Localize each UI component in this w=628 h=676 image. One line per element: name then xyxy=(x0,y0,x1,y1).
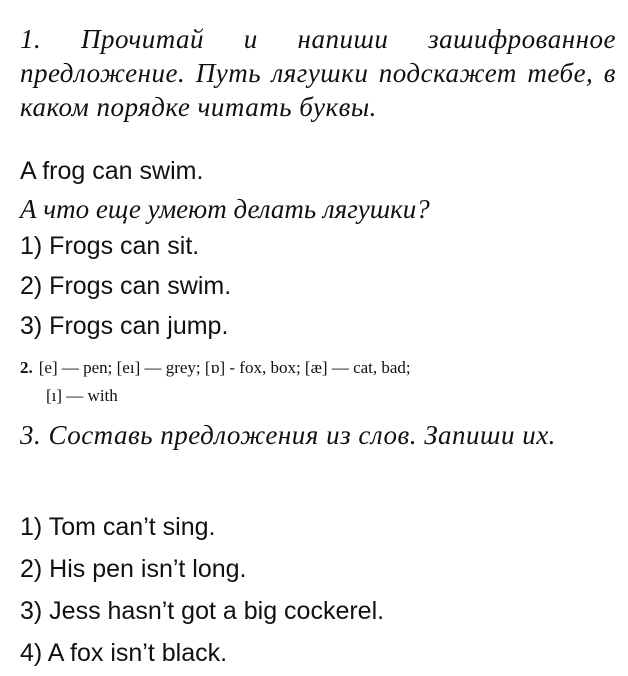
task-3-heading: 3. Составь предложения из слов. Запиши их. xyxy=(20,420,556,450)
task-3-item-3: 3) Jess hasn’t got a big cockerel. xyxy=(20,597,385,625)
task-3-item-2: 2) His pen isn’t long. xyxy=(20,555,247,583)
task-2-number: 2. xyxy=(20,358,33,377)
task-1-question: А что еще умеют делать лягушки? xyxy=(20,194,430,224)
task-1-item-2: 2) Frogs can swim. xyxy=(20,272,232,300)
task-3-item-1: 1) Tom can’t sing. xyxy=(20,513,216,541)
task-3-item-4: 4) A fox isn’t black. xyxy=(20,639,228,667)
task-1-heading: 1. Прочитай и напиши зашифрованное предложение. Путь лягушки подскажет тебе, в каком порядке читать буквы. xyxy=(20,24,616,122)
task-1-item-3: 3) Frogs can jump. xyxy=(20,312,229,340)
task-2-phonetics xyxy=(20,354,610,410)
task-1-answer: A frog can swim. xyxy=(20,157,204,185)
task-2-line-2: [ı] — with xyxy=(46,386,118,405)
task-1-item-1: 1) Frogs can sit. xyxy=(20,232,200,260)
task-2-line-1: [e] — pen; [eı] — grey; [ɒ] - fox, box; [æ] — cat, bad; xyxy=(38,358,411,377)
